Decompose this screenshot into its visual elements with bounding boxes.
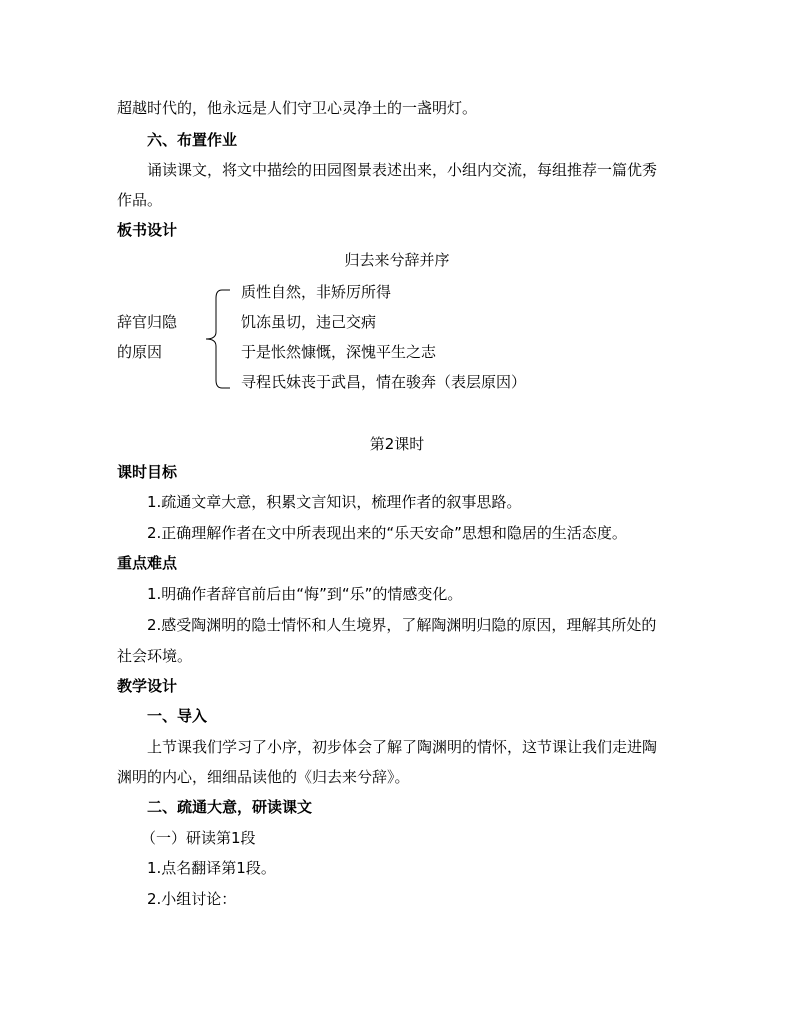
section-heading: 六、布置作业 <box>147 131 238 149</box>
goals-heading: 课时目标 <box>117 463 178 481</box>
section-heading: 一、导入 <box>147 707 208 725</box>
paragraph-line: 诵读课文，将文中描绘的田园图景表述出来，小组内交流，每组推荐一篇优秀 <box>147 161 658 179</box>
board-design-heading: 板书设计 <box>117 221 178 239</box>
sub-heading: （一）研读第1段 <box>141 829 256 847</box>
step-item: 1.点名翻译第1段。 <box>147 859 276 877</box>
key-point-item: 2.感受陶渊明的隐士情怀和人生境界，了解陶渊明归隐的原因，理解其所处的 <box>147 616 657 634</box>
board-item: 质性自然，非矫厉所得 <box>241 283 392 301</box>
paragraph-line: 渊明的内心，细细品读他的《归去来兮辞》。 <box>117 768 410 786</box>
board-item: 饥冻虽切，违己交病 <box>241 313 377 331</box>
board-left-label: 辞官归隐 <box>117 313 178 331</box>
board-left-label: 的原因 <box>117 343 163 361</box>
key-points-heading: 重点难点 <box>117 554 178 572</box>
brace-icon <box>200 286 236 392</box>
lesson-title: 第2课时 <box>369 435 425 453</box>
key-point-item: 社会环境。 <box>117 647 193 665</box>
paragraph-line: 上节课我们学习了小序，初步体会了解了陶渊明的情怀，这节课让我们走进陶 <box>147 738 658 756</box>
teaching-design-heading: 教学设计 <box>117 677 178 695</box>
key-point-item: 1.明确作者辞官前后由“悔”到“乐”的情感变化。 <box>147 585 463 603</box>
board-title: 归去来兮辞并序 <box>344 251 450 269</box>
goal-item: 1.疏通文章大意，积累文言知识，梳理作者的叙事思路。 <box>147 493 522 511</box>
goal-item: 2.正确理解作者在文中所表现出来的“乐天安命”思想和隐居的生活态度。 <box>147 524 627 542</box>
paragraph-line: 超越时代的，他永远是人们守卫心灵净土的一盏明灯。 <box>117 99 478 117</box>
section-heading: 二、疏通大意，研读课文 <box>147 798 313 816</box>
step-item: 2.小组讨论： <box>147 890 237 908</box>
paragraph-line: 作品。 <box>117 191 163 209</box>
board-item: 寻程氏妹丧于武昌，情在骏奔（表层原因） <box>241 373 527 391</box>
board-item: 于是怅然慷慨，深愧平生之志 <box>241 343 437 361</box>
